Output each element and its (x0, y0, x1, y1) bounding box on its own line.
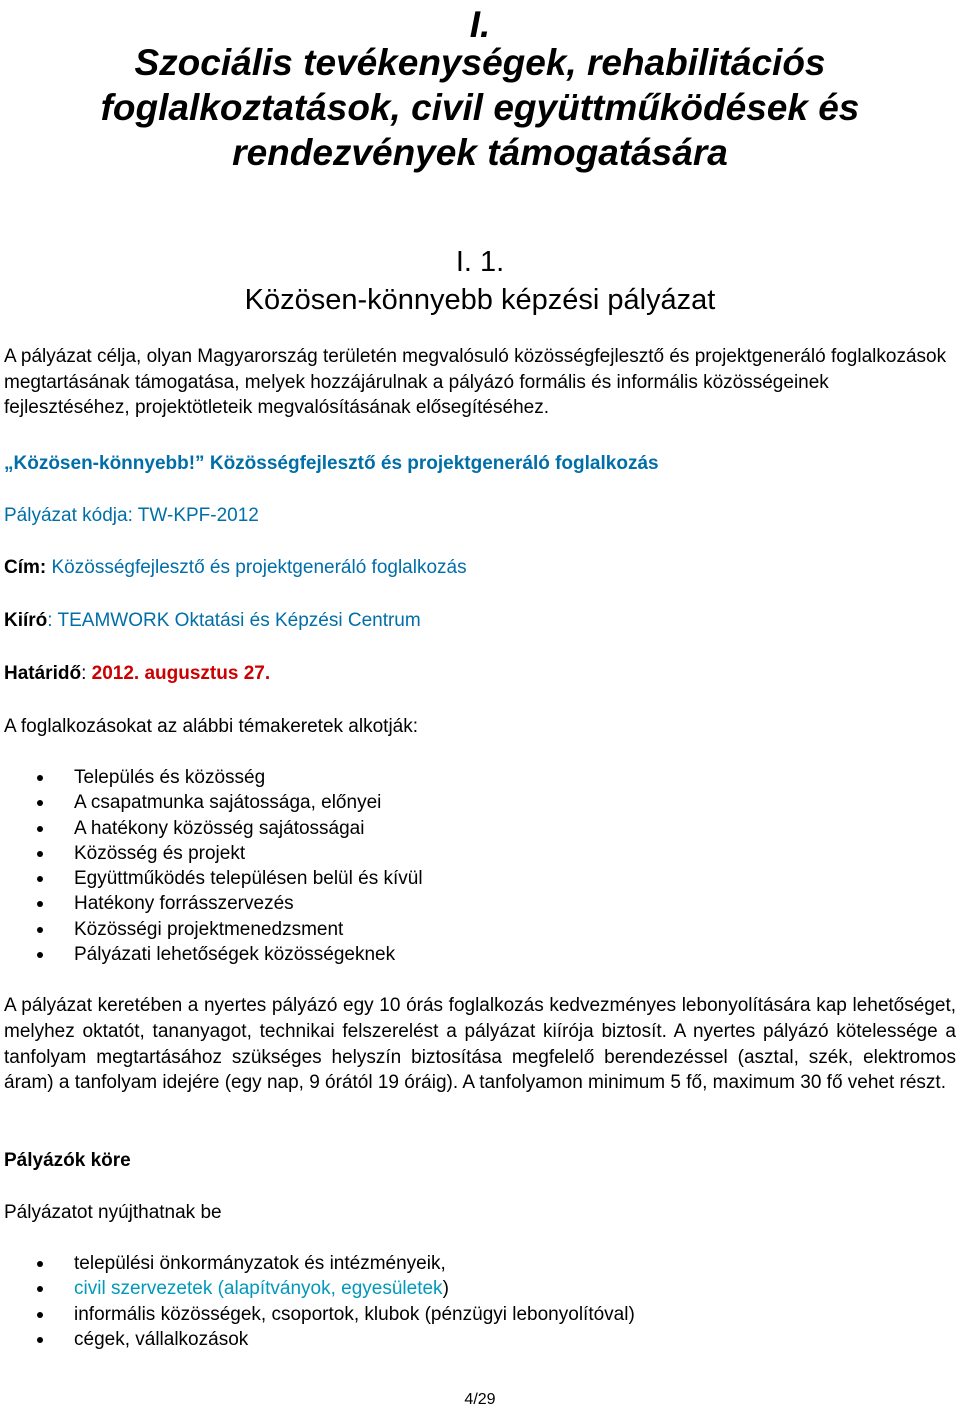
bullet-icon (37, 901, 43, 907)
deadline-label: Határidő (4, 663, 82, 684)
list-item: települési önkormányzatok és intézményeik, (0, 1251, 940, 1276)
highlighted-text: civil szervezetek (alapítványok, egyesületek (74, 1278, 443, 1300)
program-title-quoted: „Közösen-könnyebb!” (4, 453, 205, 474)
topics-intro: A foglalkozásokat az alábbi témakeretek alkotják: (4, 716, 419, 737)
bullet-icon (37, 876, 43, 882)
program-title (4, 454, 659, 473)
list-item: Település és közösség (0, 765, 940, 790)
page-number: 4/29 (464, 1391, 496, 1408)
code-label: Pályázat kódja: (4, 505, 138, 526)
list-item: A hatékony közösség sajátosságai (0, 816, 940, 841)
bullet-icon (37, 1261, 43, 1267)
bullet-icon (37, 1312, 43, 1318)
bullet-icon (37, 800, 43, 806)
list-item: Hatékony forrásszervezés (0, 891, 940, 916)
bullet-icon (37, 851, 43, 857)
chapter-roman: I. (469, 4, 491, 45)
kiiro-value: : TEAMWORK Oktatási és Képzési Centrum (47, 610, 421, 631)
list-item: A csapatmunka sajátossága, előnyei (0, 790, 940, 815)
deadline-line (4, 664, 270, 683)
chapter-title-line-2: foglalkoztatások, civil együttműködések és (100, 87, 860, 128)
bullet-icon (37, 775, 43, 781)
cim-line (4, 558, 467, 577)
bullet-icon (37, 826, 43, 832)
applicants-list (0, 1251, 940, 1352)
intro-paragraph: A pályázat célja, olyan Magyarország területén megvalósuló közösségfejlesztő és projektgeneráló foglalkozások megtartásának támogatása, melyek hozzájárulnak a pályázó formális és informális közösségeinek fejlesztéséhez, projektötleteik megvalósításának elősegítéséhez. (4, 346, 947, 418)
applicants-heading: Pályázók köre (4, 1150, 131, 1171)
body-paragraph: A pályázat keretében a nyertes pályázó egy 10 órás foglalkozás kedvezményes lebonyolítására kap lehetőséget, melyhez oktatót, tananyagot, technikai felszerelést a pályázat kiírója biztosít. A nyertes pályázó kötelessége a tanfolyam megtartásához szükséges helyszín biztosítása megfelelő berendezéssel (asztal, szék, elektromos áram) a tanfolyam idejére (egy nap, 9 órától 19 óráig). A tanfolyamon minimum 5 fő, maximum 30 fő vehet részt. (4, 995, 956, 1094)
bullet-icon (37, 1337, 43, 1343)
section-number: I. 1. (455, 246, 505, 278)
kiiro-line (4, 611, 421, 630)
list-item: informális közösségek, csoportok, klubok (pénzügyi lebonyolítóval) (0, 1302, 940, 1327)
kiiro-label: Kiíró (4, 610, 48, 631)
bullet-icon (37, 927, 43, 933)
list-item: civil szervezetek (alapítványok, egyesületek) (0, 1276, 940, 1301)
chapter-title-line-3: rendezvények támogatására (232, 132, 728, 173)
cim-label: Cím: (4, 557, 47, 578)
list-item: Közösségi projektmenedzsment (0, 917, 940, 942)
bullet-icon (37, 952, 43, 958)
list-item: cégek, vállalkozások (0, 1327, 940, 1352)
application-code (4, 506, 259, 525)
code-value: TW-KPF-2012 (137, 505, 259, 526)
deadline-sep: : (81, 663, 92, 684)
program-title-rest: Közösségfejlesztő és projektgeneráló foglalkozás (204, 453, 659, 474)
chapter-title-line-1: Szociális tevékenységek, rehabilitációs (134, 42, 826, 83)
topics-list (0, 765, 940, 967)
section-title: Közösen-könnyebb képzési pályázat (244, 284, 716, 316)
list-item: Együttműködés településen belül és kívül (0, 866, 940, 891)
bullet-icon (37, 1286, 43, 1292)
applicants-intro: Pályázatot nyújthatnak be (4, 1202, 222, 1223)
list-item: Pályázati lehetőségek közösségeknek (0, 942, 940, 967)
list-item: Közösség és projekt (0, 841, 940, 866)
deadline-value: 2012. augusztus 27. (91, 663, 271, 684)
cim-value: Közösségfejlesztő és projektgeneráló foglalkozás (46, 557, 467, 578)
